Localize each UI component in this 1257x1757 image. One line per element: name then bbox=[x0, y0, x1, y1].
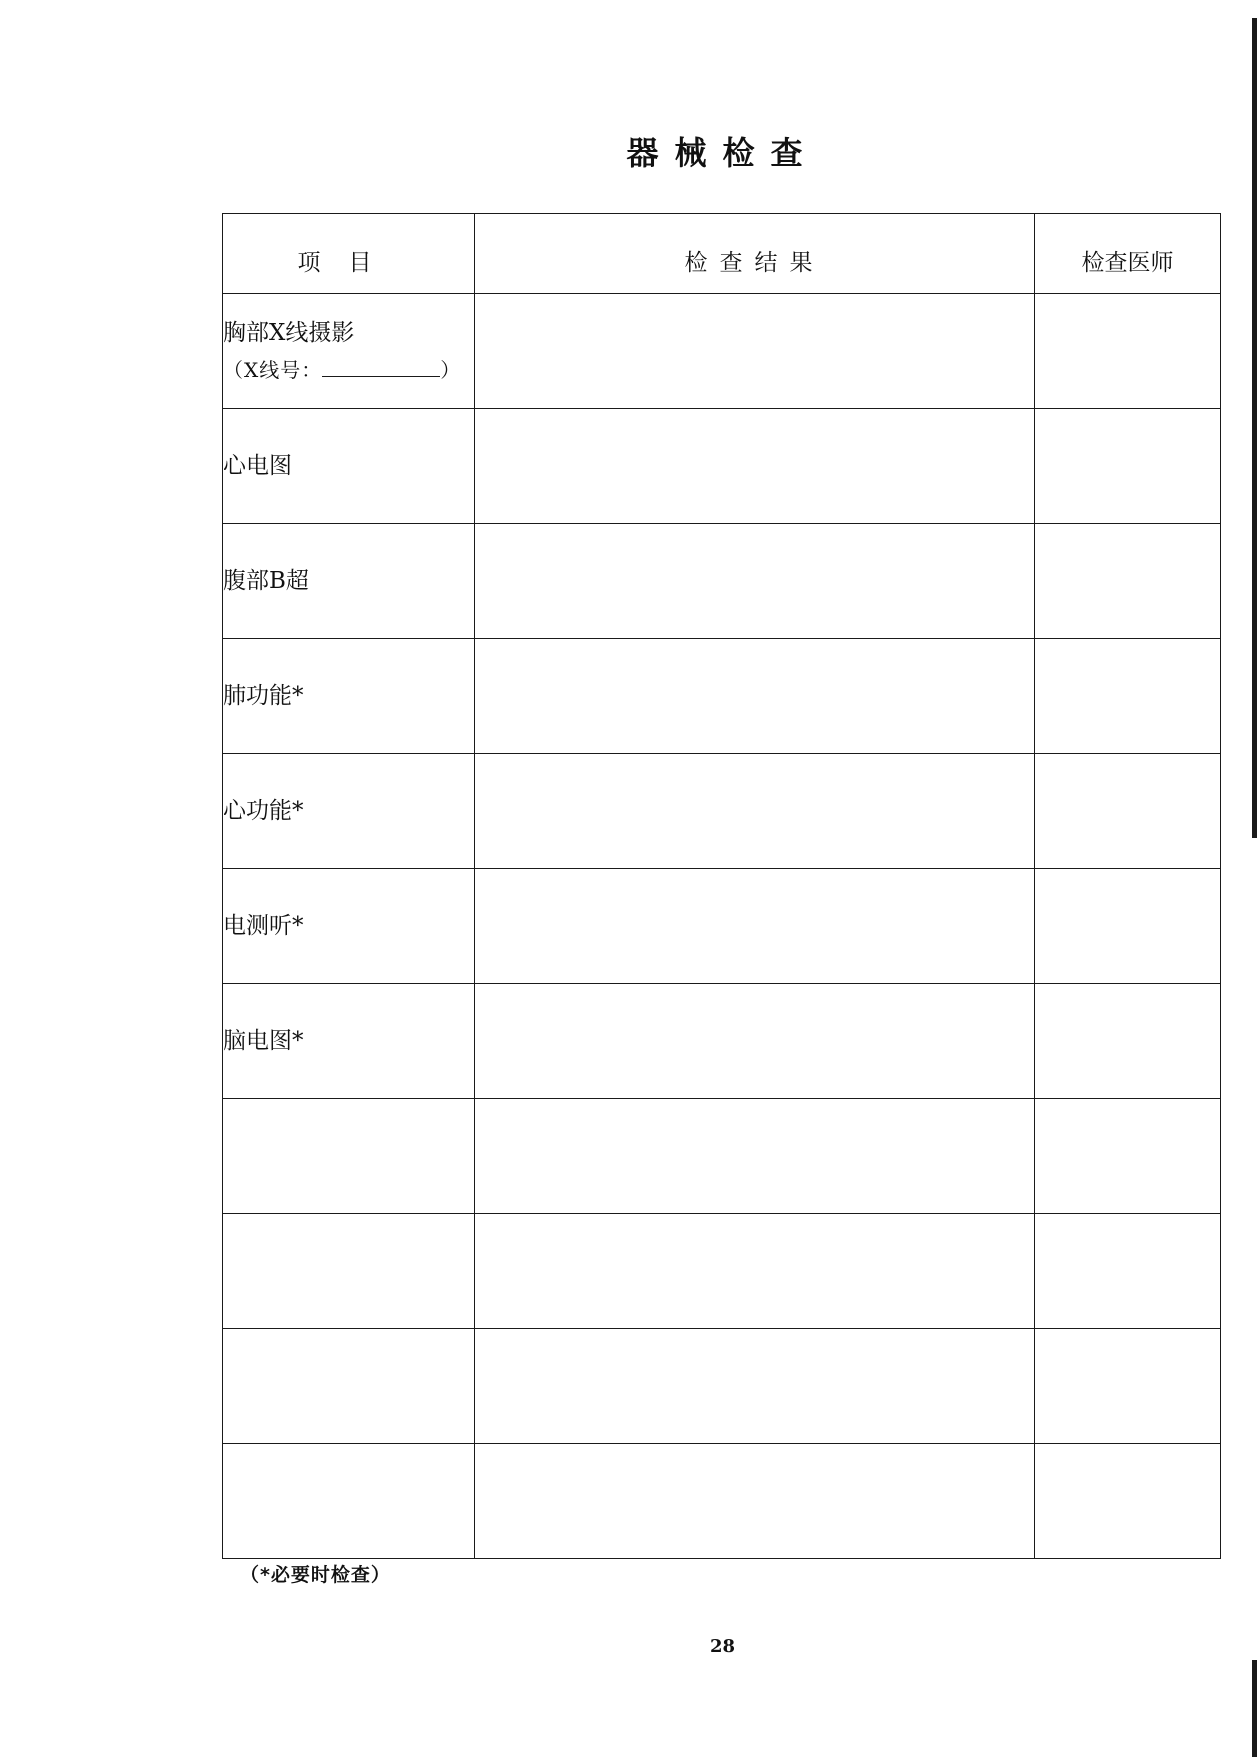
doctor-cell[interactable] bbox=[1035, 1214, 1221, 1329]
item-cell: 腹部B超 bbox=[223, 524, 475, 639]
item-cell: 心电图 bbox=[223, 409, 475, 524]
doctor-cell[interactable] bbox=[1035, 1099, 1221, 1214]
table-header-row bbox=[223, 214, 1221, 294]
doctor-cell[interactable] bbox=[1035, 524, 1221, 639]
header-item: 项目 bbox=[223, 214, 475, 294]
xray-number-field[interactable] bbox=[223, 358, 474, 383]
result-cell[interactable] bbox=[475, 524, 1035, 639]
result-cell[interactable] bbox=[475, 294, 1035, 409]
footnote: （*必要时检查） bbox=[240, 1564, 391, 1586]
doctor-cell[interactable] bbox=[1035, 1329, 1221, 1444]
item-cell: 电测听* bbox=[223, 869, 475, 984]
header-doctor: 检查医师 bbox=[1035, 214, 1221, 294]
page-title: 器械检查 bbox=[626, 134, 819, 172]
table-row bbox=[223, 1214, 1221, 1329]
item-label: 胸部X线摄影 bbox=[223, 320, 355, 347]
table-row bbox=[223, 754, 1221, 869]
item-cell[interactable] bbox=[223, 1329, 475, 1444]
table-row bbox=[223, 1444, 1221, 1559]
scan-edge-bar-bottom bbox=[1252, 1660, 1257, 1757]
item-cell[interactable] bbox=[223, 1099, 475, 1214]
item-cell: 肺功能* bbox=[223, 639, 475, 754]
result-cell[interactable] bbox=[475, 409, 1035, 524]
item-cell[interactable] bbox=[223, 1444, 475, 1559]
item-cell[interactable] bbox=[223, 1214, 475, 1329]
table-row bbox=[223, 869, 1221, 984]
table-row bbox=[223, 984, 1221, 1099]
doctor-cell[interactable] bbox=[1035, 639, 1221, 754]
doctor-cell[interactable] bbox=[1035, 984, 1221, 1099]
table-row-chest-xray bbox=[223, 294, 1221, 409]
item-cell bbox=[223, 294, 475, 409]
table-row bbox=[223, 1099, 1221, 1214]
result-cell[interactable] bbox=[475, 1444, 1035, 1559]
result-cell[interactable] bbox=[475, 639, 1035, 754]
table-row bbox=[223, 639, 1221, 754]
doctor-cell[interactable] bbox=[1035, 869, 1221, 984]
header-result: 检查结果 bbox=[475, 214, 1035, 294]
item-cell: 脑电图* bbox=[223, 984, 475, 1099]
doctor-cell[interactable] bbox=[1035, 1444, 1221, 1559]
table-row bbox=[223, 409, 1221, 524]
xray-number-blank[interactable] bbox=[322, 358, 440, 377]
xray-number-label: （X线号： bbox=[223, 357, 323, 382]
table-row bbox=[223, 524, 1221, 639]
result-cell[interactable] bbox=[475, 1329, 1035, 1444]
xray-number-close: ） bbox=[440, 357, 462, 382]
result-cell[interactable] bbox=[475, 1214, 1035, 1329]
table-row bbox=[223, 1329, 1221, 1444]
doctor-cell[interactable] bbox=[1035, 294, 1221, 409]
result-cell[interactable] bbox=[475, 1099, 1035, 1214]
page-number: 28 bbox=[709, 1636, 736, 1657]
result-cell[interactable] bbox=[475, 984, 1035, 1099]
result-cell[interactable] bbox=[475, 869, 1035, 984]
doctor-cell[interactable] bbox=[1035, 409, 1221, 524]
item-cell: 心功能* bbox=[223, 754, 475, 869]
doctor-cell[interactable] bbox=[1035, 754, 1221, 869]
result-cell[interactable] bbox=[475, 754, 1035, 869]
exam-table bbox=[222, 213, 1221, 1559]
